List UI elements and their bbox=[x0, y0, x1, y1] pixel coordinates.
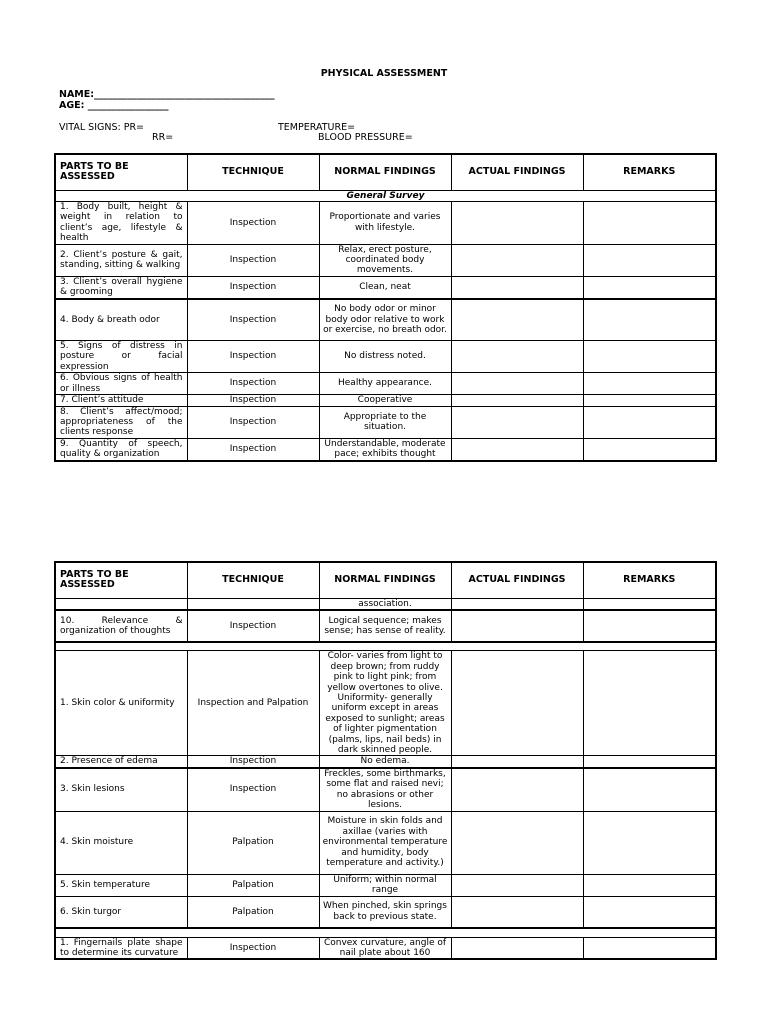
technique-cell: Palpation bbox=[187, 896, 319, 928]
technique-cell: Inspection and Palpation bbox=[187, 651, 319, 756]
column-header-remarks: REMARKS bbox=[583, 154, 716, 190]
name-field-label: NAME:______________________________________ bbox=[59, 89, 275, 100]
part-cell: 6. Obvious signs of health or illness bbox=[55, 373, 187, 395]
technique-cell: Inspection bbox=[187, 373, 319, 395]
actual-findings-cell[interactable] bbox=[451, 299, 583, 341]
table-header-row bbox=[55, 154, 716, 190]
spacer-cell bbox=[55, 642, 716, 651]
technique-cell bbox=[187, 598, 319, 610]
table-row bbox=[55, 373, 716, 395]
table-row bbox=[55, 937, 716, 959]
remarks-cell[interactable] bbox=[583, 937, 716, 959]
remarks-cell[interactable] bbox=[583, 874, 716, 896]
normal-findings-cell: Freckles, some birthmarks, some flat and raised nevi; no abrasions or other lesions. bbox=[319, 768, 451, 811]
remarks-cell[interactable] bbox=[583, 438, 716, 460]
table-row bbox=[55, 276, 716, 298]
normal-findings-cell: Logical sequence; makes sense; has sense of reality. bbox=[319, 610, 451, 642]
remarks-cell[interactable] bbox=[583, 201, 716, 244]
normal-findings-cell: Relax, erect posture, coordinated body movements. bbox=[319, 244, 451, 276]
table-row bbox=[55, 395, 716, 406]
normal-findings-cell: No edema. bbox=[319, 756, 451, 768]
table-row bbox=[55, 896, 716, 928]
part-cell: 10. Relevance & organization of thoughts bbox=[55, 610, 187, 642]
column-header-technique: TECHNIQUE bbox=[187, 154, 319, 190]
normal-findings-cell: Cooperative bbox=[319, 395, 451, 406]
technique-cell: Inspection bbox=[187, 937, 319, 959]
table-row bbox=[55, 874, 716, 896]
table-header-row bbox=[55, 562, 716, 598]
column-header-actual-findings: ACTUAL FINDINGS bbox=[451, 562, 583, 598]
remarks-cell[interactable] bbox=[583, 610, 716, 642]
normal-findings-cell: Appropriate to the situation. bbox=[319, 406, 451, 438]
normal-findings-cell: No body odor or minor body odor relative to work or exercise, no breath odor. bbox=[319, 299, 451, 341]
normal-findings-cell: Uniform; within normal range bbox=[319, 874, 451, 896]
actual-findings-cell[interactable] bbox=[451, 896, 583, 928]
actual-findings-cell[interactable] bbox=[451, 768, 583, 811]
actual-findings-cell[interactable] bbox=[451, 373, 583, 395]
table-row bbox=[55, 610, 716, 642]
remarks-cell[interactable] bbox=[583, 598, 716, 610]
technique-cell: Inspection bbox=[187, 201, 319, 244]
technique-cell: Inspection bbox=[187, 756, 319, 768]
part-cell: 4. Skin moisture bbox=[55, 811, 187, 874]
section-title-general-survey: General Survey bbox=[55, 190, 716, 201]
remarks-cell[interactable] bbox=[583, 244, 716, 276]
remarks-cell[interactable] bbox=[583, 276, 716, 298]
technique-cell: Palpation bbox=[187, 874, 319, 896]
part-cell: 1. Skin color & uniformity bbox=[55, 651, 187, 756]
table-row bbox=[55, 811, 716, 874]
remarks-cell[interactable] bbox=[583, 651, 716, 756]
remarks-cell[interactable] bbox=[583, 341, 716, 373]
vital-signs-pr-label: VITAL SIGNS: PR= bbox=[59, 122, 145, 133]
assessment-table-continued bbox=[54, 561, 717, 960]
technique-cell: Inspection bbox=[187, 610, 319, 642]
part-cell: 5. Skin temperature bbox=[55, 874, 187, 896]
part-cell: 2. Client’s posture & gait, standing, sitting & walking bbox=[55, 244, 187, 276]
technique-cell: Inspection bbox=[187, 438, 319, 460]
part-cell: 9. Quantity of speech, quality & organization bbox=[55, 438, 187, 460]
remarks-cell[interactable] bbox=[583, 768, 716, 811]
normal-findings-cell: Proportionate and varies with lifestyle. bbox=[319, 201, 451, 244]
technique-cell: Palpation bbox=[187, 811, 319, 874]
actual-findings-cell[interactable] bbox=[451, 395, 583, 406]
column-header-parts: PARTS TO BE ASSESSED bbox=[55, 562, 187, 598]
technique-cell: Inspection bbox=[187, 299, 319, 341]
actual-findings-cell[interactable] bbox=[451, 201, 583, 244]
column-header-technique: TECHNIQUE bbox=[187, 562, 319, 598]
table-row bbox=[55, 244, 716, 276]
part-cell: 8. Client’s affect/mood; appropriateness of the clients response bbox=[55, 406, 187, 438]
part-cell bbox=[55, 598, 187, 610]
age-field-label: AGE: _________________ bbox=[59, 100, 169, 111]
technique-cell: Inspection bbox=[187, 406, 319, 438]
normal-findings-cell: Clean, neat bbox=[319, 276, 451, 298]
remarks-cell[interactable] bbox=[583, 756, 716, 768]
technique-cell: Inspection bbox=[187, 341, 319, 373]
column-header-normal-findings: NORMAL FINDINGS bbox=[319, 154, 451, 190]
normal-findings-cell: Convex curvature, angle of nail plate about 160 bbox=[319, 937, 451, 959]
assessment-table-general-survey bbox=[54, 153, 717, 462]
normal-findings-cell: association. bbox=[319, 598, 451, 610]
table-row-spacer bbox=[55, 642, 716, 651]
remarks-cell[interactable] bbox=[583, 373, 716, 395]
part-cell: 6. Skin turgor bbox=[55, 896, 187, 928]
normal-findings-cell: Understandable, moderate pace; exhibits thought bbox=[319, 438, 451, 460]
part-cell: 2. Presence of edema bbox=[55, 756, 187, 768]
page-title: PHYSICAL ASSESSMENT bbox=[320, 68, 448, 79]
spacer-cell bbox=[55, 928, 716, 937]
remarks-cell[interactable] bbox=[583, 896, 716, 928]
table-row bbox=[55, 299, 716, 341]
normal-findings-cell: Moisture in skin folds and axillae (varies with environmental temperature and humidity, body temperature and activity.) bbox=[319, 811, 451, 874]
table-row bbox=[55, 756, 716, 768]
actual-findings-cell[interactable] bbox=[451, 811, 583, 874]
actual-findings-cell[interactable] bbox=[451, 874, 583, 896]
part-cell: 3. Client’s overall hygiene & grooming bbox=[55, 276, 187, 298]
actual-findings-cell[interactable] bbox=[451, 937, 583, 959]
table-row-spacer bbox=[55, 928, 716, 937]
remarks-cell[interactable] bbox=[583, 395, 716, 406]
actual-findings-cell[interactable] bbox=[451, 406, 583, 438]
normal-findings-cell: No distress noted. bbox=[319, 341, 451, 373]
technique-cell: Inspection bbox=[187, 768, 319, 811]
technique-cell: Inspection bbox=[187, 244, 319, 276]
column-header-parts: PARTS TO BE ASSESSED bbox=[55, 154, 187, 190]
part-cell: 1. Fingernails plate shape to determine its curvature bbox=[55, 937, 187, 959]
actual-findings-cell[interactable] bbox=[451, 651, 583, 756]
table-row-continuation bbox=[55, 598, 716, 610]
part-cell: 7. Client’s attitude bbox=[55, 395, 187, 406]
technique-cell: Inspection bbox=[187, 276, 319, 298]
technique-cell: Inspection bbox=[187, 395, 319, 406]
actual-findings-cell[interactable] bbox=[451, 598, 583, 610]
normal-findings-cell: Color- varies from light to deep brown; from ruddy pink to light pink; from yellow overtones to olive. Uniformity- generally uniform except in areas exposed to sunlight; areas of lighter pigmentation (palms, lips, nail beds) in dark skinned people. bbox=[319, 651, 451, 756]
part-cell: 4. Body & breath odor bbox=[55, 299, 187, 341]
vital-signs-blood-pressure-label: BLOOD PRESSURE= bbox=[318, 132, 413, 143]
vital-signs-temperature-label: TEMPERATURE= bbox=[278, 122, 356, 133]
part-cell: 1. Body built, height & weight in relation to client’s age, lifestyle & health bbox=[55, 201, 187, 244]
table-row bbox=[55, 768, 716, 811]
table-row bbox=[55, 201, 716, 244]
actual-findings-cell[interactable] bbox=[451, 438, 583, 460]
normal-findings-cell: Healthy appearance. bbox=[319, 373, 451, 395]
actual-findings-cell[interactable] bbox=[451, 244, 583, 276]
table-row bbox=[55, 651, 716, 756]
part-cell: 3. Skin lesions bbox=[55, 768, 187, 811]
remarks-cell[interactable] bbox=[583, 406, 716, 438]
table-row bbox=[55, 438, 716, 460]
actual-findings-cell[interactable] bbox=[451, 610, 583, 642]
actual-findings-cell[interactable] bbox=[451, 756, 583, 768]
table-row bbox=[55, 406, 716, 438]
column-header-normal-findings: NORMAL FINDINGS bbox=[319, 562, 451, 598]
column-header-actual-findings: ACTUAL FINDINGS bbox=[451, 154, 583, 190]
remarks-cell[interactable] bbox=[583, 299, 716, 341]
vital-signs-rr-label: RR= bbox=[152, 132, 174, 143]
actual-findings-cell[interactable] bbox=[451, 341, 583, 373]
column-header-remarks: REMARKS bbox=[583, 562, 716, 598]
part-cell: 5. Signs of distress in posture or facial expression bbox=[55, 341, 187, 373]
section-row bbox=[55, 190, 716, 201]
actual-findings-cell[interactable] bbox=[451, 276, 583, 298]
normal-findings-cell: When pinched, skin springs back to previous state. bbox=[319, 896, 451, 928]
remarks-cell[interactable] bbox=[583, 811, 716, 874]
table-row bbox=[55, 341, 716, 373]
